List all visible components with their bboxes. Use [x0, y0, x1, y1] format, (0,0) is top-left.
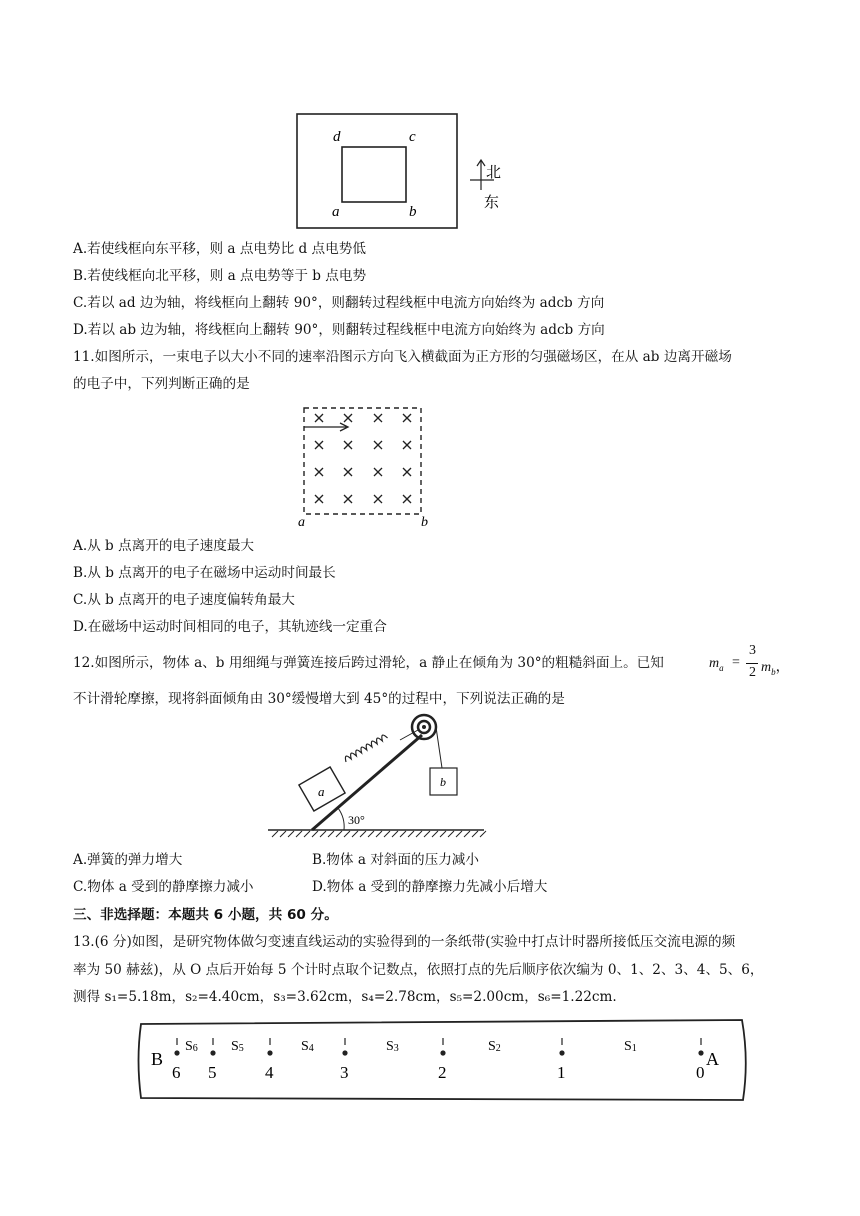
corner-b-label: b: [409, 204, 417, 220]
tape-outline: [139, 1020, 746, 1100]
corner-d-label: d: [333, 129, 341, 145]
q10-figure: [290, 110, 530, 235]
tape-point-number: 5: [208, 1063, 217, 1082]
electron-velocity-arrow: [304, 423, 348, 431]
string-to-b: [436, 727, 442, 768]
field-x-mark: [344, 414, 352, 422]
tape-count-point: [174, 1050, 179, 1055]
q12-incline-figure: [262, 710, 492, 840]
field-x-mark: [403, 468, 411, 476]
tape-count-point: [559, 1050, 564, 1055]
outer-field-border: [297, 114, 457, 228]
q11-magnetic-field-figure: [290, 400, 440, 530]
field-x-mark: [315, 468, 323, 476]
q12-stem-line-2: 不计滑轮摩擦，现将斜面倾角由 30°缓慢增大到 45°的过程中，下列说法正确的是: [73, 691, 565, 707]
pulley-icon: [412, 715, 436, 739]
field-region-border: [304, 408, 421, 514]
block-b-label: b: [440, 775, 446, 789]
field-x-mark: [344, 468, 352, 476]
corner-a-label: a: [332, 204, 340, 220]
formula-numerator: 3: [749, 643, 756, 658]
tape-count-point: [342, 1050, 347, 1055]
q13-line-1: 13.(6 分)如图，是研究物体做匀变速直线运动的实验得到的一条纸带(实验中打点计时器所接低压交流电源的频: [73, 934, 736, 950]
q11-stem-line-2: 的电子中，下列判断正确的是: [73, 376, 250, 392]
formula-lhs-sub: a: [719, 662, 724, 673]
q11-stem-line-1: 11.如图所示，一束电子以大小不同的速率沿图示方向飞入横截面为正方形的匀强磁场区，在从 ab 边离开磁场: [73, 349, 732, 365]
q11-option-d: D.在磁场中运动时间相同的电子，其轨迹线一定重合: [73, 619, 387, 635]
q10-option-d: D.若以 ab 边为轴，将线框向上翻转 90°，则翻转过程线框中电流方向始终为 adcb 方向: [73, 322, 605, 338]
formula-lhs: m: [709, 656, 720, 671]
field-x-mark: [315, 441, 323, 449]
q12-option-c: C.物体 a 受到的静摩擦力减小: [73, 879, 254, 895]
q12-option-b: B.物体 a 对斜面的压力减小: [312, 852, 479, 868]
field-x-mark: [344, 495, 352, 503]
tape-end-b: B: [151, 1049, 164, 1069]
field-x-mark: [403, 495, 411, 503]
tape-segment-label: S6: [185, 1039, 198, 1054]
section-3-heading: 三、非选择题：本题共 6 小题，共 60 分。: [73, 907, 338, 923]
angle-label: 30°: [348, 813, 365, 827]
tape-count-point: [267, 1050, 272, 1055]
field-x-mark: [403, 414, 411, 422]
field-x-mark: [403, 441, 411, 449]
q12-mass-formula: $m_a$ = 3 2 $m_b$，: [709, 643, 790, 680]
tape-point-number: 6: [172, 1063, 181, 1082]
field-x-mark: [374, 441, 382, 449]
tape-point-number: 4: [265, 1063, 274, 1082]
field-x-mark: [374, 468, 382, 476]
q12-stem-line-1: 12.如图所示，物体 a、b 用细绳与弹簧连接后跨过滑轮，a 静止在倾角为 30°的粗糙斜面上。已知: [73, 655, 664, 671]
tape-end-a: A: [706, 1049, 719, 1069]
formula-rhs-sub: b: [771, 666, 776, 677]
corner-b-label: b: [421, 515, 428, 530]
q12-option-a: A.弹簧的弹力增大: [73, 852, 183, 868]
compass-icon: [470, 160, 501, 211]
north-label: 北: [486, 163, 502, 181]
field-x-mark: [374, 495, 382, 503]
tape-segment-label: S1: [624, 1039, 637, 1054]
tape-count-point: [210, 1050, 215, 1055]
tape-count-point: [440, 1050, 445, 1055]
coil-frame: [342, 147, 406, 202]
field-x-mark: [315, 495, 323, 503]
q11-option-a: A.从 b 点离开的电子速度最大: [73, 538, 255, 554]
formula-rhs: m: [761, 660, 772, 675]
ground-hatching: [272, 831, 486, 837]
corner-a-label: a: [298, 515, 305, 530]
spring: [344, 734, 388, 762]
q13-line-2: 率为 50 赫兹)，从 O 点后开始每 5 个计时点取个记数点，依照打点的先后顺序依次编为 0、1、2、3、4、5、6，: [73, 962, 764, 978]
tape-point-number: 1: [557, 1063, 566, 1082]
tape-point-number: 3: [340, 1063, 349, 1082]
tape-segment-label: S5: [231, 1039, 244, 1054]
block-a-label: a: [318, 784, 325, 799]
tape-segment-label: S2: [488, 1039, 501, 1054]
tape-segment-label: S3: [386, 1039, 399, 1054]
tape-point-number: 2: [438, 1063, 447, 1082]
tape-point-number: 0: [696, 1063, 705, 1082]
field-x-mark: [315, 414, 323, 422]
east-label: 东: [484, 193, 500, 211]
paper-tape-figure: [133, 1010, 753, 1110]
q10-option-b: B.若使线框向北平移，则 a 点电势等于 b 点电势: [73, 268, 367, 284]
field-x-mark: [374, 414, 382, 422]
formula-denominator: 2: [749, 665, 756, 680]
q11-option-b: B.从 b 点离开的电子在磁场中运动时间最长: [73, 565, 336, 581]
q11-option-c: C.从 b 点离开的电子速度偏转角最大: [73, 592, 295, 608]
tape-segment-label: S4: [301, 1039, 314, 1054]
q12-option-d: D.物体 a 受到的静摩擦力先减小后增大: [312, 879, 548, 895]
corner-c-label: c: [409, 129, 416, 145]
field-x-mark: [344, 441, 352, 449]
tape-count-point: [698, 1050, 703, 1055]
angle-arc: [338, 808, 344, 830]
q10-option-a: A.若使线框向东平移，则 a 点电势比 d 点电势低: [73, 241, 366, 257]
q13-line-3: 测得 s₁=5.18m，s₂=4.40cm，s₃=3.62cm，s₄=2.78cm，s₅=2.00cm，s₆=1.22cm.: [73, 989, 617, 1005]
q10-option-c: C.若以 ad 边为轴，将线框向上翻转 90°，则翻转过程线框中电流方向始终为 adcb 方向: [73, 295, 605, 311]
